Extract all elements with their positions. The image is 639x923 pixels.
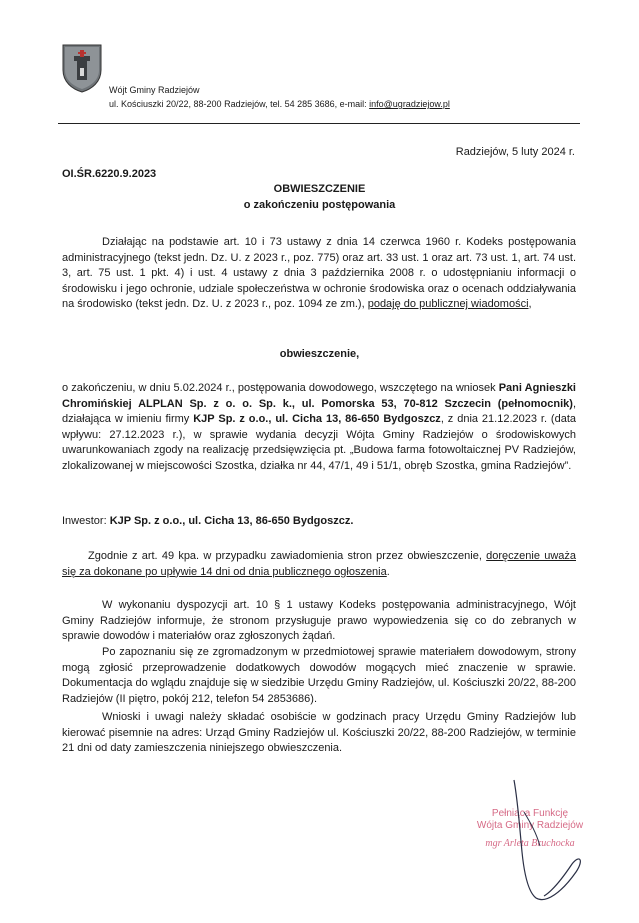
proxy-name: Pani Agnieszki Chromińskiej ALPLAN Sp. z o. o. Sp. k., ul. Pomorska 53, 70-812 Szczecin (pełnomocnik): [62, 382, 576, 410]
delivery-underlined: doręczenie uważa się za dokonane po upływie 14 dni od dnia publicznego ogłoszenia: [62, 550, 576, 578]
case-reference: OI.ŚR.6220.9.2023: [62, 168, 157, 180]
submissions-paragraph: Wnioski i uwagi należy składać osobiście w godzinach pracy Urzędu Gminy Radziejów lub kierować pisemnie na adres: Urząd Gminy Radziejów ul. Kościuszki 20/22, 88-200 Radziejów, w terminie 21 dni od daty zamieszczenia niniejszego obwieszczenia.: [62, 711, 576, 755]
issuer-name: Wójt Gminy Radziejów: [109, 85, 200, 95]
delivery-text: Zgodnie z art. 49 kpa. w przypadku zawiadomienia stron przez obwieszczenie,: [88, 550, 487, 562]
proceeding-text-1: o zakończeniu, w dniu 5.02.2024 r., postępowania dowodowego, wszczętego na wniosek: [62, 382, 499, 394]
evidence-paragraph: Po zapoznaniu się ze zgromadzonym w przedmiotowej sprawie materiałem dowodowym, strony mogą zgłosić przeprowadzenie dodatkowych dowodów mogących mieć znaczenie w sprawie. Dokumentacja do wglądu znajduje się w siedzibie Urzędu Gminy Radziejów, ul. Kościuszki 20/22, 88-200 Radziejów (II piętro, pokój 212, telefon 54 2853686).: [62, 646, 576, 705]
date-line: Radziejów, 5 luty 2024 r.: [455, 146, 575, 158]
investor-line: [62, 514, 576, 530]
proceeding-text-3: , z dnia 21.12.2023 r. (data wpływu: 27.12.2023 r.), w sprawie wydania decyzji Wójta Gminy Radziejów o środowiskowych uwarunkowaniach zgody na realizację przedsięwzięcia pt. „Budowa farma fotowoltaicznej PV Radziejów, zlokalizowanej w miejscowości Szostka, działka nr 44, 47/1, 49 i 51/1, obręb Szostka, gmina Radziejów”.: [62, 413, 577, 472]
legal-basis-tail: ,: [528, 298, 532, 311]
document-subtitle: o zakończeniu postępowania: [243, 199, 396, 211]
legal-basis-text: Działając na podstawie art. 10 i 73 ustawy z dnia 14 czerwca 1960 r. Kodeks postępowania administracyjnego (tekst jedn. Dz. U. z 2023 r., poz. 775) oraz art. 33 ust. 1 oraz art. 73 ust. 1, art. 74 ust. 3, art. 75 ust. 1 pkt. 4) i ust. 4 ustawy z dnia 3 października 2008 r. o udostępnianiu informacji o środowisku i jego ochronie, udziale społeczeństwa w ochronie środowiska oraz o ocenach oddziaływania na środowisko (tekst jedn. Dz. U. z 2023 r., poz. 1094 ze zm.),: [62, 236, 576, 311]
coat-of-arms-logo: [60, 42, 104, 94]
email-link[interactable]: info@ugradziejow.pl: [369, 99, 450, 109]
document-title: OBWIESZCZENIE: [273, 183, 366, 195]
announce-heading: obwieszczenie,: [279, 348, 360, 360]
company-name: KJP Sp. z o.o., ul. Cicha 13, 86-650 Bydgoszcz: [193, 413, 441, 426]
stamp-line-2: Wójta Gminy Radziejów: [476, 820, 584, 831]
legal-basis-paragraph: [62, 235, 576, 313]
header-divider: [58, 123, 580, 124]
stamp-signatory: mgr Arleta Bruchocka: [485, 838, 575, 849]
delivery-tail: .: [386, 565, 390, 578]
handwritten-signature: [484, 772, 594, 912]
delivery-paragraph: [62, 549, 576, 580]
address-text: ul. Kościuszki 20/22, 88-200 Radziejów, tel. 54 285 3686, e-mail:: [109, 99, 370, 109]
rights-paragraph: W wykonaniu dyspozycji art. 10 § 1 ustawy Kodeks postępowania administracyjnego, Wójt Gminy Radziejów informuje, że stronom przysługuje prawo wypowiedzenia się co do zebranych w sprawie dowodów i materiałów oraz zgłoszonych żądań.: [62, 599, 576, 643]
proceeding-paragraph: [62, 381, 576, 475]
investor-label: Inwestor:: [62, 515, 110, 527]
proceeding-text-2: , działająca w imieniu firmy: [62, 397, 576, 426]
investor-value: KJP Sp. z o.o., ul. Cicha 13, 86-650 Bydgoszcz.: [109, 515, 354, 527]
legal-basis-underlined: podaję do publicznej wiadomości: [367, 298, 529, 311]
stamp-line-1: Pełniąca Funkcję: [491, 808, 569, 819]
issuer-address: [109, 99, 450, 109]
